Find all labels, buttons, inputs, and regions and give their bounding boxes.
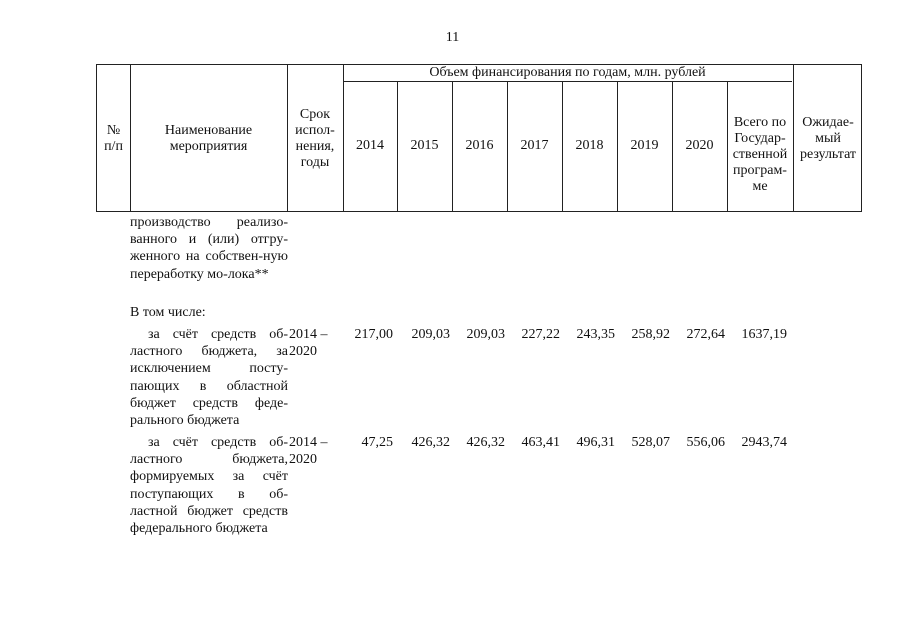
header-name: Наименование мероприятия — [164, 123, 253, 154]
value-2016: 426,32 — [466, 435, 505, 450]
value-2016: 209,03 — [466, 327, 505, 342]
header-term: Срок испол- нения, годы — [295, 107, 335, 170]
value-2019: 258,92 — [631, 327, 670, 342]
value-2017: 227,22 — [521, 327, 560, 342]
value-2015: 426,32 — [411, 435, 450, 450]
value-2018: 496,31 — [576, 435, 615, 450]
header-year: 2016 — [465, 138, 494, 153]
header-year: 2014 — [356, 138, 384, 153]
row-term: 2014 – 2020 — [289, 435, 328, 468]
value-2015: 209,03 — [411, 327, 450, 342]
funding-divider — [343, 81, 792, 82]
in-total-label: В том числе: — [130, 305, 206, 320]
header-year: 2019 — [630, 138, 659, 153]
continued-name-text: производство реализо-ванного и (или) отгру-женного на собствен-ную переработку мо-лока** — [130, 215, 288, 282]
header-year: 2020 — [685, 138, 714, 153]
value-2014: 217,00 — [354, 327, 393, 342]
value-2020: 272,64 — [686, 327, 725, 342]
value-total: 2943,74 — [741, 435, 787, 450]
header-year: 2018 — [575, 138, 604, 153]
value-2014: 47,25 — [361, 435, 393, 450]
table-header — [96, 64, 862, 212]
header-num: № п/п — [104, 123, 123, 154]
value-2020: 556,06 — [686, 435, 725, 450]
value-2018: 243,35 — [576, 327, 615, 342]
header-total: Всего по Государ- ственной програм- ме — [732, 115, 788, 194]
value-2017: 463,41 — [521, 435, 560, 450]
header-result: Ожидае- мый результат — [799, 115, 857, 162]
value-2019: 528,07 — [631, 435, 670, 450]
row-name: за счёт средств об-ластного бюджета, за исключением посту-пающих в областной бюджет средств феде-рального бюджета — [130, 327, 288, 429]
row-term: 2014 – 2020 — [289, 327, 328, 360]
funding-title: Объем финансирования по годам, млн. рублей — [429, 65, 706, 80]
row-name: за счёт средств об-ластного бюджета, формируемых за счёт поступающих в об-ластной бюджет средств федерального бюджета — [130, 435, 288, 537]
header-year: 2015 — [410, 138, 439, 153]
page-number: 11 — [445, 30, 460, 45]
header-year: 2017 — [520, 138, 549, 153]
value-total: 1637,19 — [741, 327, 787, 342]
